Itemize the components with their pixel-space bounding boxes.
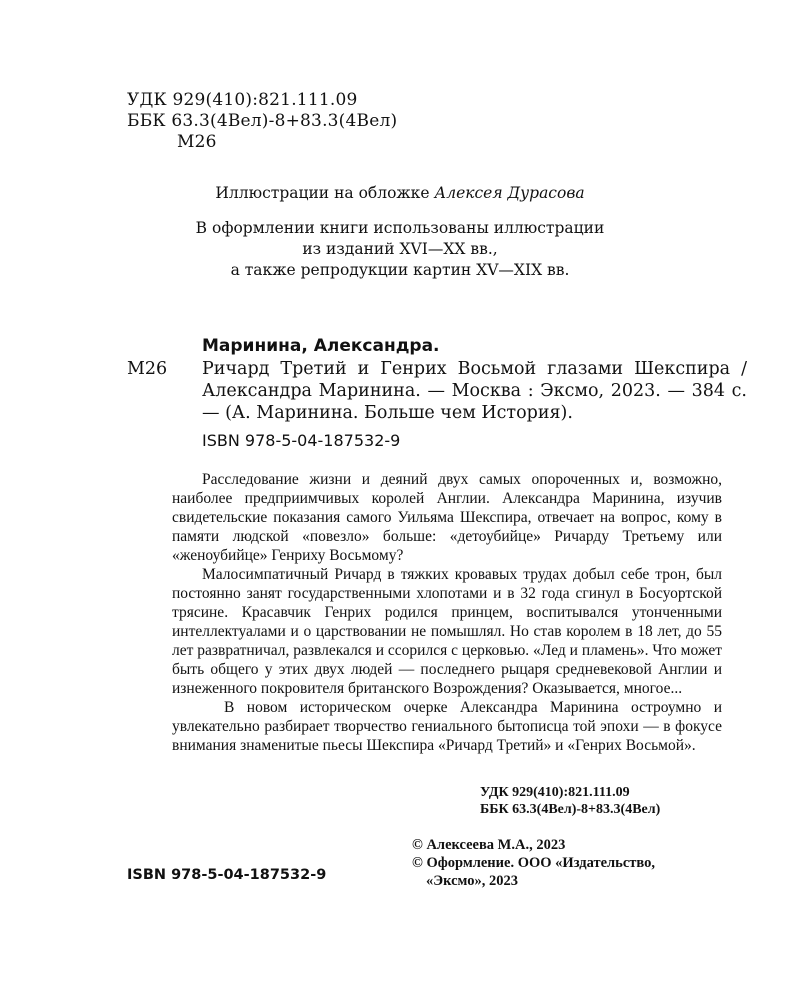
annotation-paragraph: В новом историческом очерке Александра Маринина остроумно и увлекательно разбирает творчество гениального бытописца той эпохи — в фокусе внимания знаменитые пьесы Шекспира «Ричард Третий» и «Генрих Восьмой». xyxy=(172,699,722,754)
cover-credit-label: Иллюстрации на обложке xyxy=(215,184,435,202)
copyright-design-continued: «Эксмо», 2023 xyxy=(426,873,518,889)
annotation-udk: УДК 929(410):821.111.09 xyxy=(480,785,630,800)
cover-artist-name: Алексея Дурасова xyxy=(434,184,585,202)
design-credit xyxy=(100,218,700,281)
biblio-author: Маринина, Александра. xyxy=(202,336,440,356)
annotation xyxy=(172,470,722,755)
design-credit-line-3: а также репродукции картин XV—XIX вв. xyxy=(230,261,570,279)
biblio-isbn: ISBN 978-5-04-187532-9 xyxy=(202,431,401,450)
author-sign: М26 xyxy=(177,132,217,152)
biblio-body xyxy=(127,358,747,424)
copyright-design: © Оформление. ООО «Издательство, xyxy=(412,855,655,871)
copyright-author: © Алексеева М.А., 2023 xyxy=(412,837,566,853)
design-credit-line-2: из изданий XVI—XX вв., xyxy=(302,240,498,258)
copyright-notices xyxy=(412,836,655,890)
udk-code: УДК 929(410):821.111.09 xyxy=(127,90,358,110)
annotation-bbk: ББК 63.3(4Вел)-8+83.3(4Вел) xyxy=(480,802,661,817)
annotation-paragraph: Расследование жизни и деяний двух самых опороченных и, возможно, наиболее предприимчивых королей Англии. Александра Маринина, изучив свидетельские показания самого Уильяма Шекспира, отвечает на вопрос, кому в памяти людской «повезло» больше: «детоубийце» Ричарду Третьему или «женоубийце» Генриху Восьмому? xyxy=(172,471,722,564)
annotation-codes xyxy=(480,784,660,818)
bbk-code: ББК 63.3(4Вел)-8+83.3(4Вел) xyxy=(127,111,398,131)
biblio-sign: М26 xyxy=(127,359,168,379)
design-credit-line-1: В оформлении книги использованы иллюстрации xyxy=(195,219,605,237)
annotation-paragraph: Малосимпатичный Ричард в тяжких кровавых трудах добыл себе трон, был постоянно занят государственными хлопотами и в 32 года сгинул в Босуортской трясине. Красавчик Генрих родился принцем, воспитывался утонченными интеллектуалами и о царствовании не помышлял. Но став королем в 18 лет, до 55 лет развратничал, развлекался и ссорился с церковью. «Лед и пламень». Что может быть общего у этих двух людей — последнего рыцаря средневековой Англии и изнеженного покровителя британского Возрождения? Оказывается, многое... xyxy=(172,566,722,697)
biblio-description: Ричард Третий и Генрих Восьмой глазами Шекспира / Александра Маринина. — Москва : Эксмо, 2023. — 384 с. — (А. Маринина. Больше чем История). xyxy=(202,359,747,423)
cover-illustration-credit xyxy=(100,183,700,204)
footer-isbn: ISBN 978-5-04-187532-9 xyxy=(127,867,327,883)
bibliographic-entry xyxy=(127,335,747,452)
classification-codes xyxy=(127,90,397,153)
